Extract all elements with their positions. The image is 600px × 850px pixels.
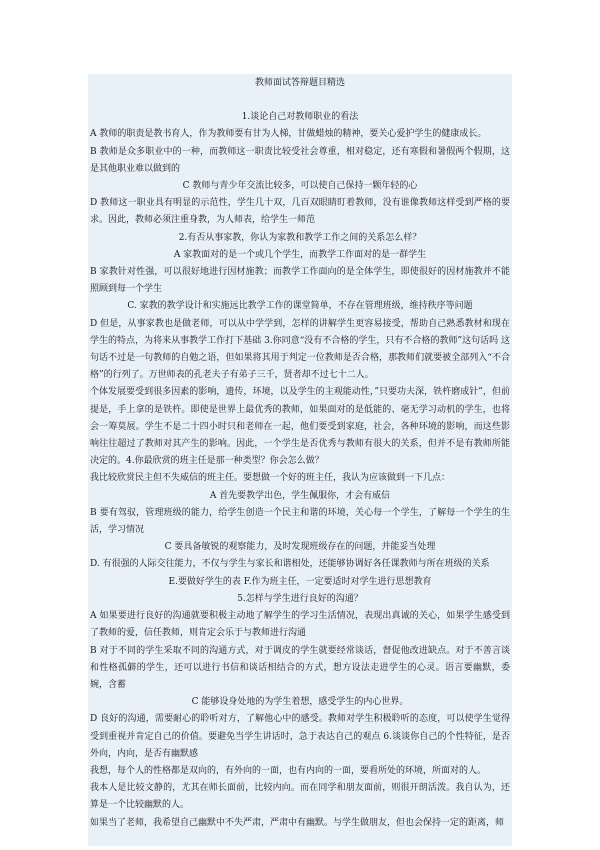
heading-paragraph: C 要具备敏锐的观察能力，及时发现班级存在的问题，并能妥当处理 <box>164 542 436 553</box>
body-paragraph: B 对于不同的学生采取不同的沟通方式，对于调皮的学生就要经常谈话，督促他改进缺点。对于不善言谈和性格孤僻的学生，还可以进行书信和谈话相结合的方式，想方设法走进学生的心灵。语言要幽默，委婉，含蓄 <box>90 645 510 690</box>
heading-paragraph: A 家教面对的是一个或几个学生，而教学工作面对的是一群学生 <box>173 249 427 260</box>
body-paragraph: D 教师这一职业具有明显的示范性，学生几十双，几百双眼睛盯着教师，没有谁像教师这样受到严格的要求。因此，教师必须注重身教，为人师表，给学生一师范 <box>90 198 510 226</box>
body-paragraph: 我比较欣赏民主但不失威信的班主任。要想做一个好的班主任，我认为应该做到一下几点： <box>90 473 451 484</box>
body-paragraph: B 家教针对性强，可以很好地进行因材施教；而教学工作面向的是全体学生，即使很好的因材施教并不能照顾到每一个学生 <box>90 267 510 295</box>
body-paragraph: A 如果要进行良好的沟通就要积极主动地了解学生的学习生活情况，表现出真诚的关心，如果学生感受到了教师的爱，信任教师，则肯定会乐于与教师进行沟通 <box>90 611 510 639</box>
body-paragraph: 我本人是比较文静的，尤其在师长面前，比较内向。而在同学和朋友面前，则很开朗活泼。我自认为，还算是一个比较幽默的人。 <box>90 783 510 811</box>
document-page <box>88 74 512 846</box>
body-paragraph: 个体发展要受到很多因素的影响，遗传，环境，以及学生的主观能动性，”只要功夫深，铁杵磨成针”，但前提是，手上拿的是铁杵。即使是世界上最优秀的教师，如果面对的是低能的、毫无学习动机的学生，也将会一筹莫展。学生不是二十四小时只和老师在一起，他们要受到家庭，社会，各种环境的影响，而这些影响往往超过了教师对其产生的影响。因此，一个学生是否优秀与教师有很大的关系，但并不是有教师所能决定的。4.你最欣赏的班主任是那一种类型？你会怎么做？ <box>90 387 510 467</box>
document-title: 教师面试答辩题目精选 <box>254 78 345 88</box>
body-paragraph: B 教师是众多职业中的一种，而教师这一职责比较受社会尊重，相对稳定，还有寒假和暑假两个假期，这是其他职业难以做到的 <box>90 146 510 174</box>
heading-paragraph: C 能够设身处地的为学生着想，感受学生的内心世界。 <box>191 697 409 708</box>
heading-paragraph: C. 家教的教学设计和实施远比教学工作的课堂简单，不存在管理班级，维持秩序等问题 <box>127 301 473 312</box>
heading-paragraph: E.要做好学生的表 F.作为班主任，一定要适时对学生进行思想教育 <box>168 576 432 587</box>
body-paragraph: B 要有驾驭，管理班级的能力，给学生创造一个民主和谐的环境，关心每一个学生，了解每一个学生的生活，学习情况 <box>90 507 510 536</box>
heading-paragraph: 2.有否从事家教，你认为家教和教学工作之间的关系怎么样？ <box>178 232 422 243</box>
heading-paragraph: 1.谈论自己对教师职业的看法 <box>241 112 359 123</box>
body-paragraph: 如果当了老师，我希望自己幽默中不失严肃，严肃中有幽默。与学生做朋友，但也会保持一定的距离，师 <box>90 817 505 828</box>
body-paragraph: D 良好的沟通，需要耐心的聆听对方，了解他心中的感受。教师对学生积极聆听的态度，可以使学生觉得受到重视并肯定自己的价值。要避免当学生讲话时，急于表达自己的观点 6.谈谈你自己的个性特征，是否外向，内向，是否有幽默感 <box>90 714 510 759</box>
heading-paragraph: A 首先要教学出色，学生佩服你，才会有威信 <box>209 490 391 501</box>
body-paragraph: 我想，每个人的性格都是双向的，有外向的一面，也有内向的一面，要看所处的环境，所面对的人。 <box>90 765 487 776</box>
body-paragraph: D 但是，从事家教也是做老师，可以从中学学到，怎样的讲解学生更容易接受，帮助自己熟悉教材和现在学生的特点，为将来从事教学工作打下基础 3.你同意“没有不合格的学生，只有不合格的教师”这句话吗 这句话不过是一句教师的自勉之语，但如果将其用于判定一位教师是否合格，那教师们就要被全部列入“不合格”的行列了。万世师表的孔老夫子有弟子三千，贤者却不过七十二人。 <box>90 318 510 381</box>
document-body <box>88 75 512 832</box>
heading-paragraph: 5.怎样与学生进行良好的沟通？ <box>237 593 363 604</box>
body-paragraph: A 教师的职责是教书育人，作为教师要有甘为人梯，甘做蜡烛的精神，要关心爱护学生的健康成长。 <box>90 129 487 140</box>
body-paragraph: D. 有很强的人际交往能力，不仅与学生与家长和谐相处，还能够协调好各任课教师与所在班级的关系 <box>90 559 490 570</box>
heading-paragraph: C 教师与青少年交流比较多，可以使自己保持一颗年轻的心 <box>182 181 418 192</box>
